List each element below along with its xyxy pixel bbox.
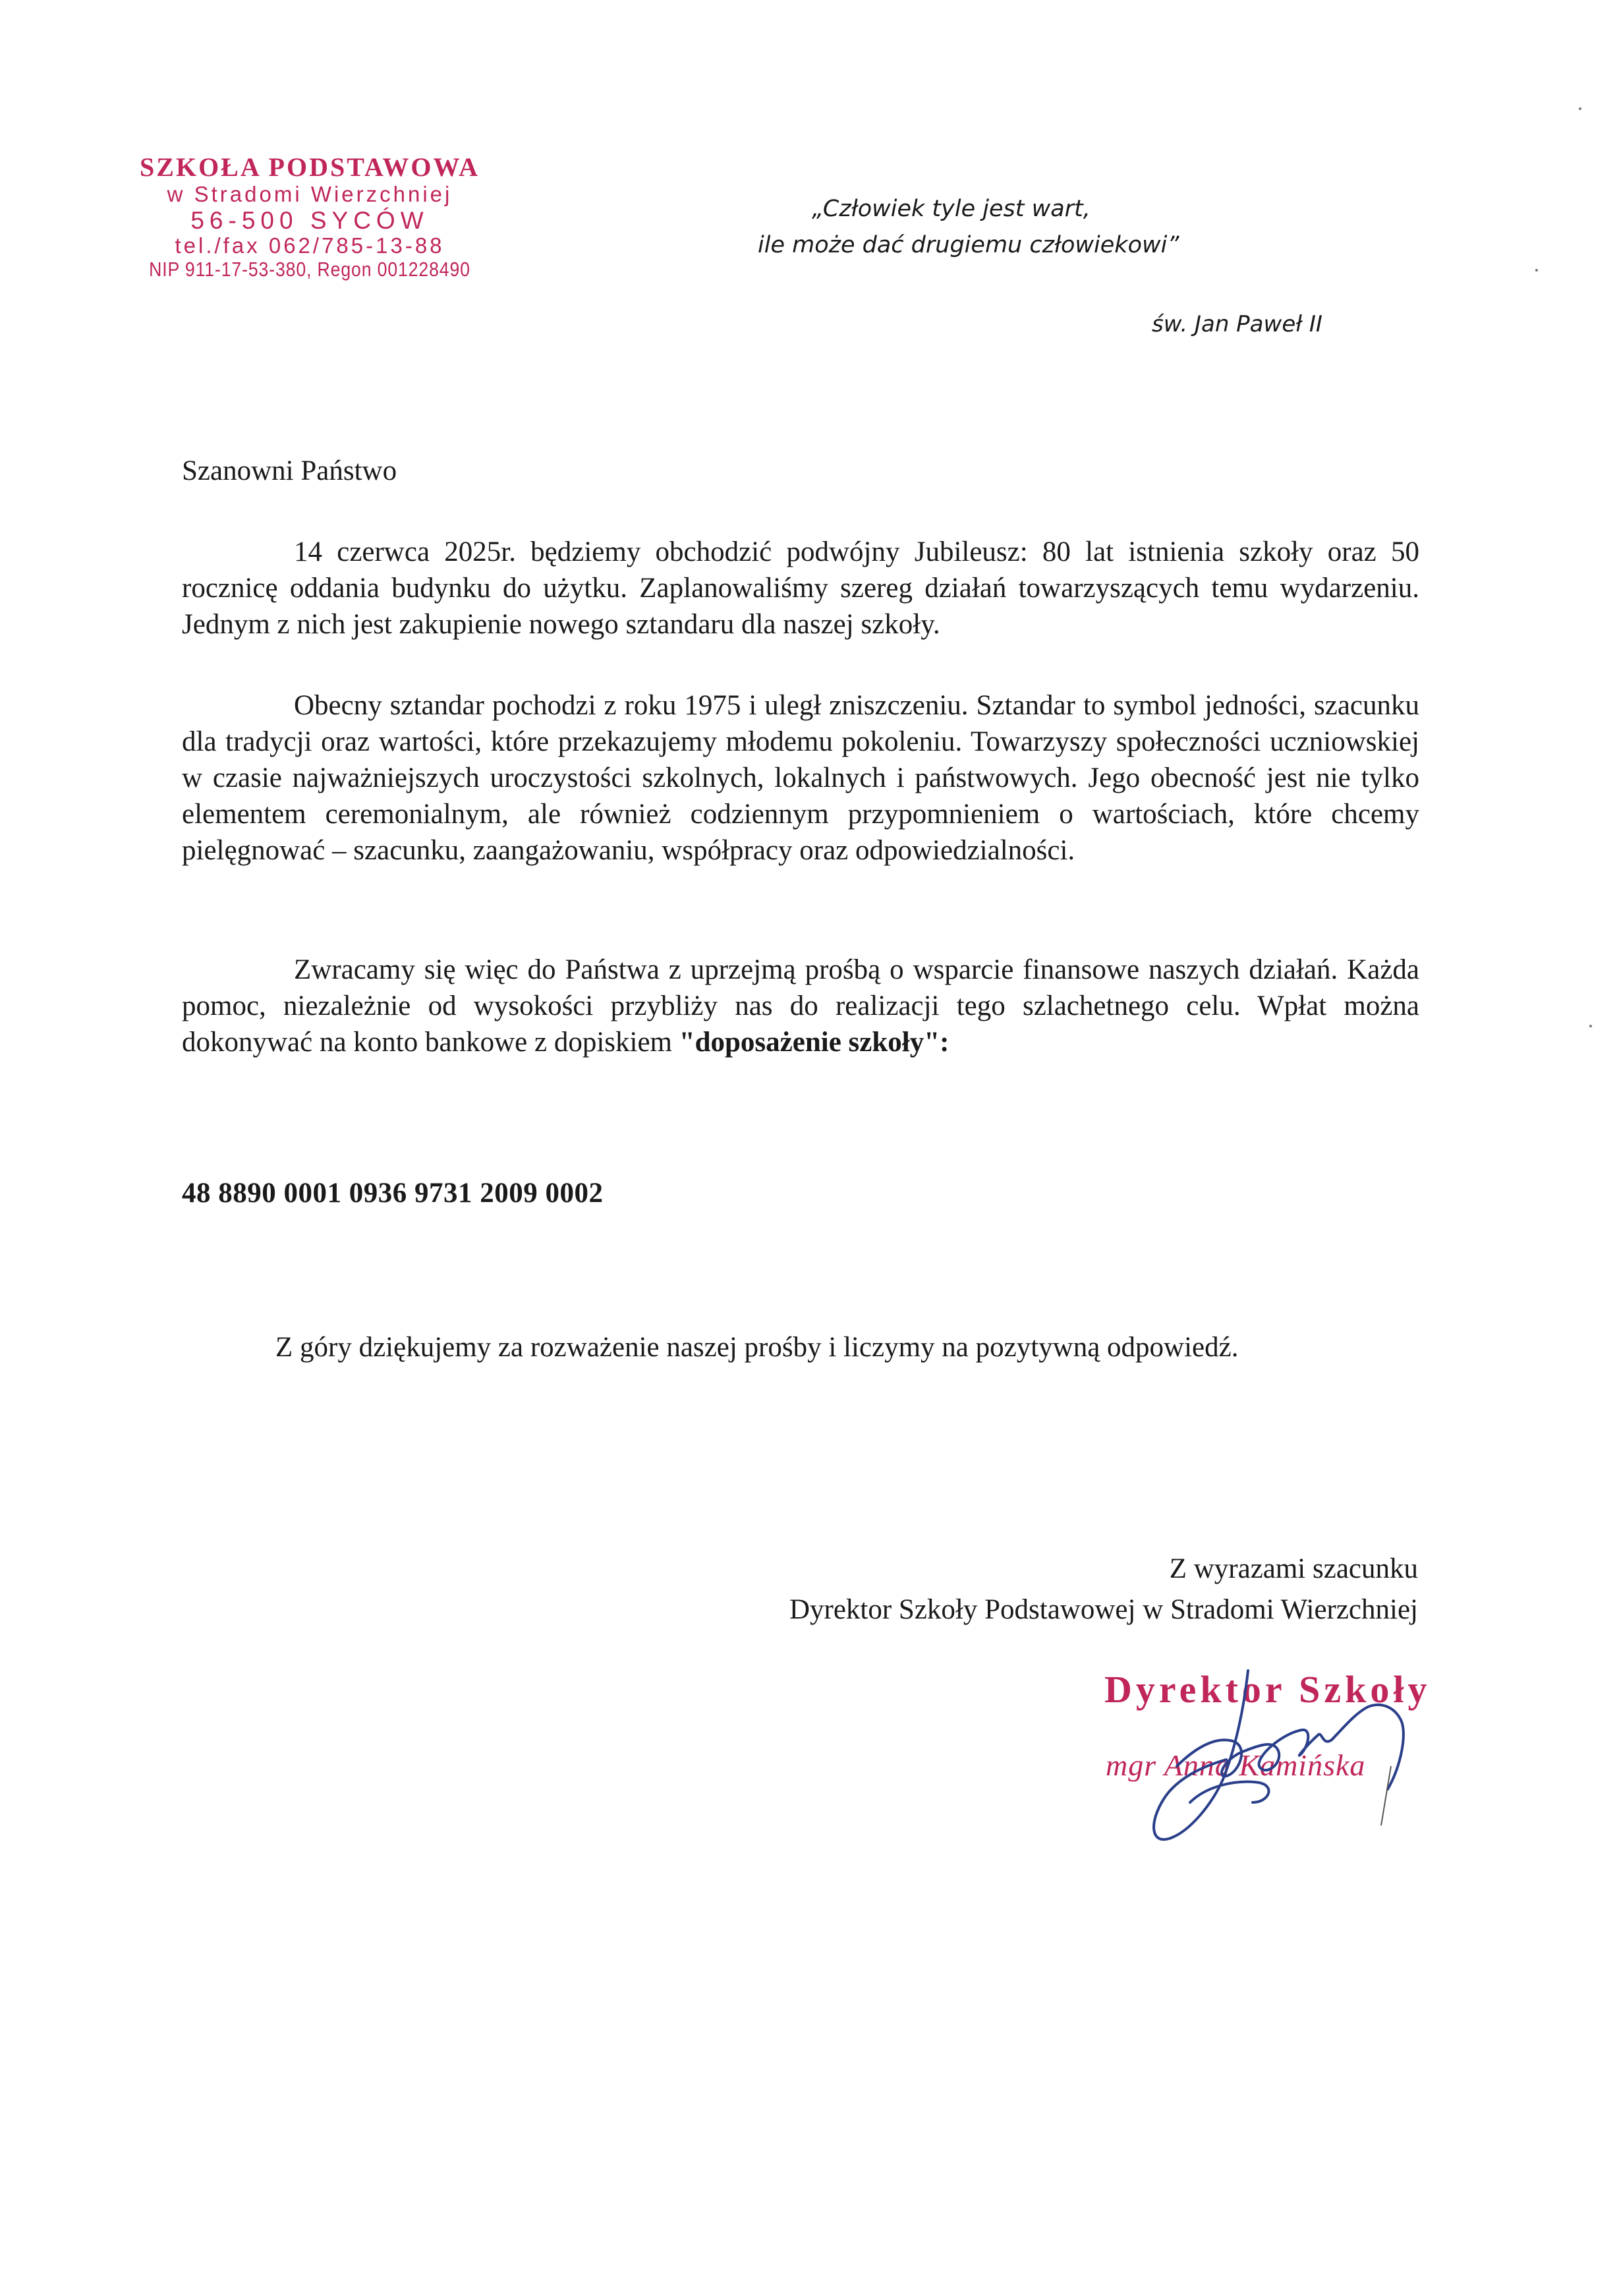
salutation: Szanowni Państwo [182,455,397,486]
thanks-line: Z góry dziękujemy za rozważenie naszej prośby i liczymy na pozytywną odpowiedź. [275,1332,1239,1363]
scan-speck [1535,269,1538,272]
director-stamp-name: mgr Anna Kamińska [1106,1748,1366,1782]
director-stamp-title: Dyrektor Szkoły [1104,1668,1431,1711]
paragraph-2 [182,687,1419,869]
bank-account-number: 48 8890 0001 0936 9731 2009 0002 [182,1178,604,1209]
stamp-ids: NIP 911-17-53-380, Regon 001228490 [149,258,470,281]
quote-line-2: ile może dać drugiemu człowiekowi” [758,232,1179,258]
quote-line-1: „Człowiek tyle jest wart, [812,196,1091,222]
signer-title: Dyrektor Szkoły Podstawowej w Stradomi Wierzchniej [789,1594,1418,1625]
stamp-location: w Stradomi Wierzchniej [167,181,453,206]
scan-speck [1589,1025,1592,1027]
stamp-school-name: SZKOŁA PODSTAWOWA [140,152,480,182]
stamp-phone: tel./fax 062/785-13-88 [175,233,445,258]
transfer-note: "doposażenie szkoły": [679,1027,950,1058]
school-stamp [112,153,507,281]
motto-quote [758,191,1285,264]
quote-author: św. Jan Paweł II [1152,311,1322,337]
scan-speck [1579,107,1581,110]
paragraph-3 [182,952,1419,1060]
paragraph-3-text: Zwracamy się więc do Państwa z uprzejmą prośbą o wsparcie finansowe naszych działań. Każda pomoc, niezależnie od wysokości przybliży nas do realizacji tego szlachetnego celu. Wpłat można dokonywać na konto bankowe z dopiskiem [182,954,1419,1058]
stamp-city: 56-500 SYCÓW [190,206,429,234]
director-stamp [1091,1667,1434,1852]
paragraph-1-text: 14 czerwca 2025r. będziemy obchodzić podwójny Jubileusz: 80 lat istnienia szkoły oraz 50 rocznicę oddania budynku do użytku. Zaplanowaliśmy szereg działań towarzyszących temu wydarzeniu. Jednym z nich jest zakupienie nowego sztandaru dla naszej szkoły. [182,536,1419,640]
regards: Z wyrazami szacunku [1169,1553,1418,1584]
handwritten-signature [1091,1667,1434,1852]
paragraph-1 [182,534,1419,643]
paragraph-2-text: Obecny sztandar pochodzi z roku 1975 i uległ zniszczeniu. Sztandar to symbol jedności, szacunku dla tradycji oraz wartości, które przekazujemy młodemu pokoleniu. Towarzyszy społeczności uczniowskiej w czasie najważniejszych uroczystości szkolnych, lokalnych i państwowych. Jego obecność jest nie tylko elementem ceremonialnym, ale również codziennym przypomnieniem o wartościach, które chcemy pielęgnować – szacunku, zaangażowaniu, współpracy oraz odpowiedzialności. [182,690,1419,866]
